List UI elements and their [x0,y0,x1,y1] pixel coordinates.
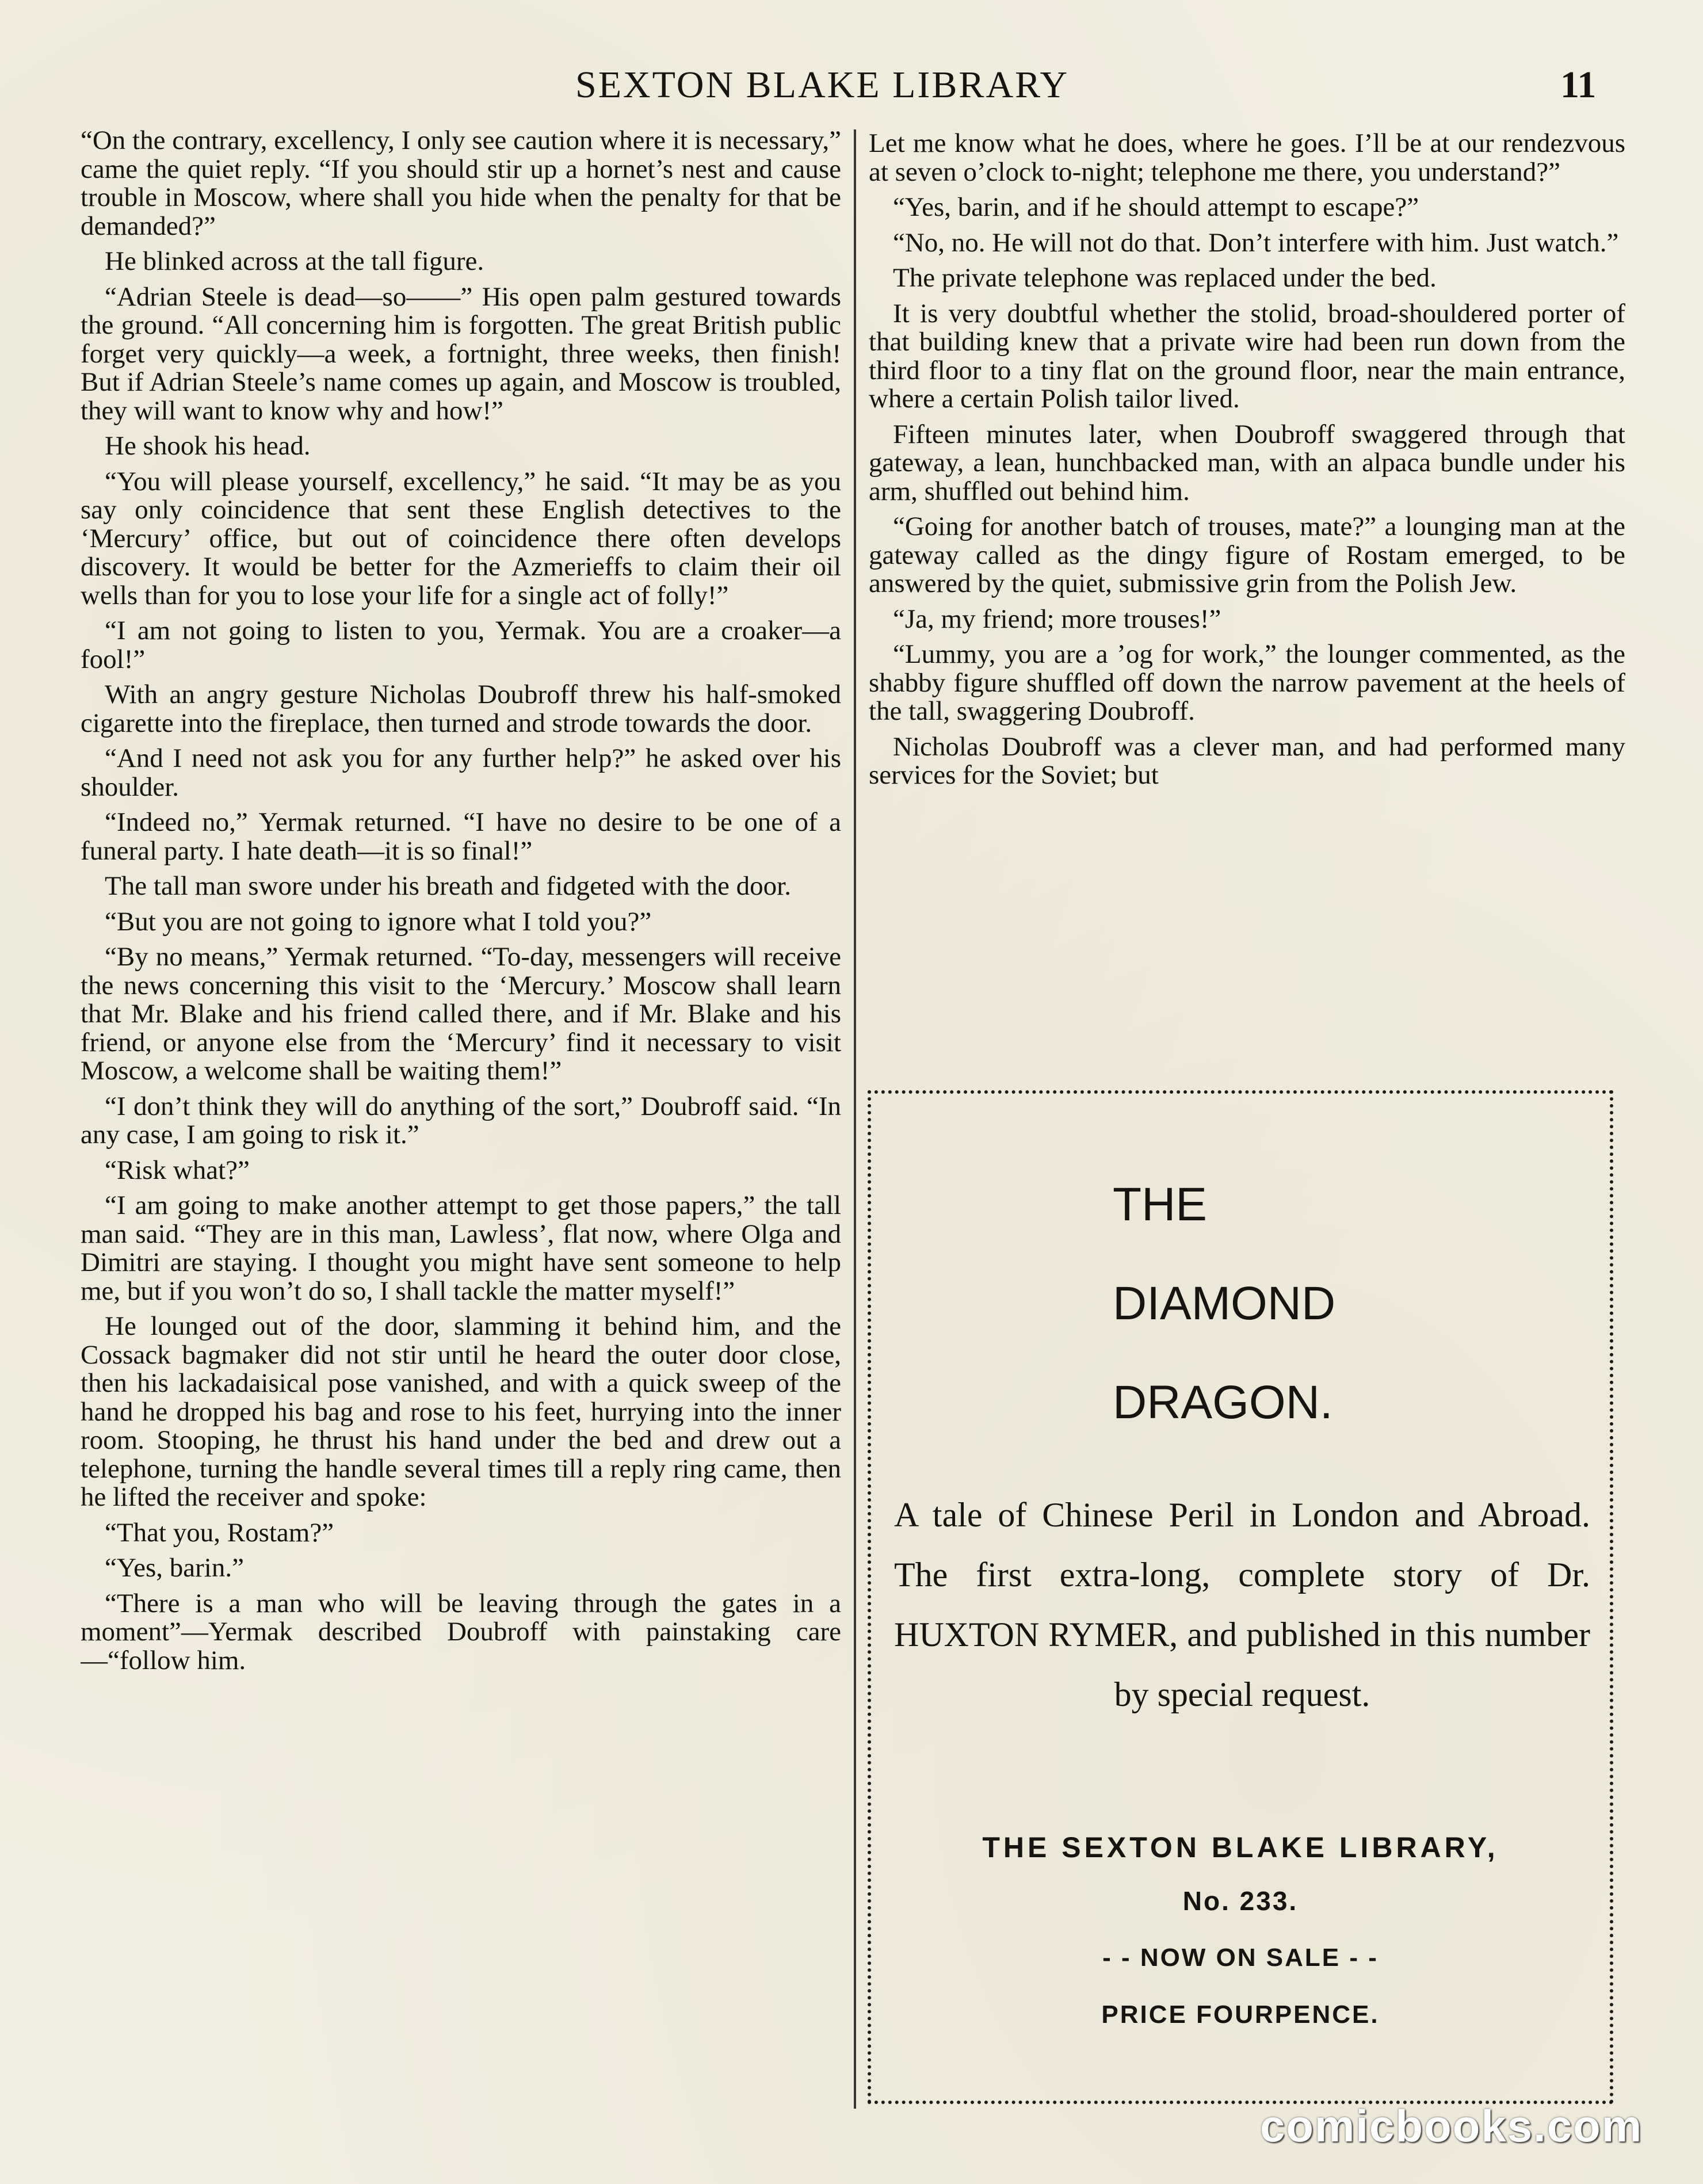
paragraph: “Risk what?” [105,1155,250,1185]
right-text-column [869,129,1625,1062]
paragraph: “Indeed no,” Yermak returned. “I have no desire to be one of a funeral party. I hate death—it is so final!” [81,807,841,866]
paragraph: It is very doubtful whether the stolid, broad-shouldered porter of that building knew that a private wire had been run down from the third floor to a tiny flat on the ground floor, near the main entrance, where a certain Polish tailor lived. [869,298,1625,414]
paragraph: With an angry gesture Nicholas Doubroff threw his half-smoked cigarette into the fireplace, then turned and strode towards the door. [81,679,841,738]
paragraph: “And I need not ask you for any further help?” he asked over his shoulder. [81,743,841,802]
ad-on-sale: - - NOW ON SALE - - [1102,1944,1379,1972]
paragraph: “I am going to make another attempt to get those papers,” the tall man said. “They are in this man, Lawless’, flat now, where Olga and Dimitri are staying. I thought you might have sent someone to help me, but if you won’t do so, I shall tackle the matter myself!” [81,1190,841,1306]
paragraph: He lounged out of the door, slamming it behind him, and the Cossack bagmaker did not stir until he heard the outer door close, then his lackadaisical pose vanished, and with a quick sweep of the hand he dropped his bag and rose to his feet, hurrying into the inner room. Stooping, he thrust his hand under the bed and drew out a telephone, turning the handle several times till a reply ring came, then he lifted the receiver and spoke: [81,1311,841,1512]
paragraph: “Lummy, you are a ’og for work,” the lounger commented, as the shabby figure shuffled off down the narrow pavement at the heels of the tall, swaggering Doubroff. [869,639,1625,726]
running-title: SEXTON BLAKE LIBRARY [575,64,1070,106]
paragraph: “Yes, barin, and if he should attempt to escape?” [893,192,1419,222]
paragraph: “Adrian Steele is dead—so——” His open palm gestured towards the ground. “All concerning him is forgotten. The great British public forget very quickly—a week, a fortnight, three weeks, then finish! But if Adrian Steele’s name comes up again, and Moscow is troubled, they will want to know why and how!” [81,281,841,426]
paragraph: “You will please yourself, excellency,” he said. “It may be as you say only coincidence that sent these English detectives to the ‘Mercury’ office, but out of coincidence there often develops discovery. It would be better for the Azmerieffs to claim their oil wells than for you to lose your life for a single act of folly!” [81,466,841,610]
column-divider [854,129,856,2109]
ad-title-line: DIAMOND [1113,1277,1336,1330]
ad-description: A tale of Chinese Peril in London and Abroad. The first extra-long, complete story of Dr. HUXTON RYMER, and published in this number by special request. [894,1496,1590,1713]
paragraph: “I am not going to listen to you, Yermak. You are a croaker—a fool!” [81,616,841,674]
advertisement-box [868,1090,1613,2104]
paragraph: “But you are not going to ignore what I told you?” [105,906,652,937]
page-header [0,62,1703,108]
ad-title-line: THE [1113,1178,1207,1231]
ad-price: PRICE FOURPENCE. [1101,2000,1380,2029]
paragraph: The private telephone was replaced under the bed. [893,263,1437,293]
paragraph: “There is a man who will be leaving through the gates in a moment”—Yermak described Doubroff with painstaking care—“follow him. [81,1588,841,1675]
paragraph: “On the contrary, excellency, I only see caution where it is necessary,” came the quiet reply. “If you should stir up a hornet’s nest and cause trouble in Moscow, where shall you hide when the penalty for that be demanded?” [81,127,841,241]
paragraph: Nicholas Doubroff was a clever man, and had performed many services for the Soviet; but [869,731,1625,790]
paragraph: “By no means,” Yermak returned. “To-day, messengers will receive the news concerning this visit to the ‘Mercury.’ Moscow shall learn that Mr. Blake and his friend called there, and if Mr. Blake and his friend, or anyone else from the ‘Mercury’ find it necessary to visit Moscow, a welcome shall be waiting them!” [81,942,841,1086]
paragraph: “Yes, barin.” [105,1553,244,1583]
ad-title-line: DRAGON. [1113,1376,1333,1429]
paragraph: “That you, Rostam?” [105,1517,334,1548]
paragraph: He shook his head. [105,431,311,461]
ad-library-name: THE SEXTON BLAKE LIBRARY, [982,1831,1499,1864]
paragraph: “I don’t think they will do anything of the sort,” Doubroff said. “In any case, I am going to risk it.” [81,1091,841,1150]
page-number: 11 [1560,64,1597,106]
paragraph: He blinked across at the tall figure. [105,246,484,276]
paragraph: Let me know what he does, where he goes. I’ll be at our rendezvous at seven o’clock to-night; telephone me there, you understand?” [869,129,1625,187]
paragraph: Fifteen minutes later, when Doubroff swaggered through that gateway, a lean, hunchbacked man, with an alpaca bundle under his arm, shuffled out behind him. [869,419,1625,506]
paragraph: “Going for another batch of trouses, mate?” a lounging man at the gateway called as the dingy figure of Rostam emerged, to be answered by the quiet, submissive grin from the Polish Jew. [869,511,1625,598]
paragraph: “Ja, my friend; more trouses!” [893,604,1221,634]
paragraph: The tall man swore under his breath and fidgeted with the door. [105,871,791,901]
ad-issue-number: No. 233. [1182,1886,1299,1916]
left-text-column [81,127,841,2106]
paragraph: “No, no. He will not do that. Don’t interfere with him. Just watch.” [893,227,1619,258]
site-watermark: comicbooks.com [1260,2101,1643,2151]
